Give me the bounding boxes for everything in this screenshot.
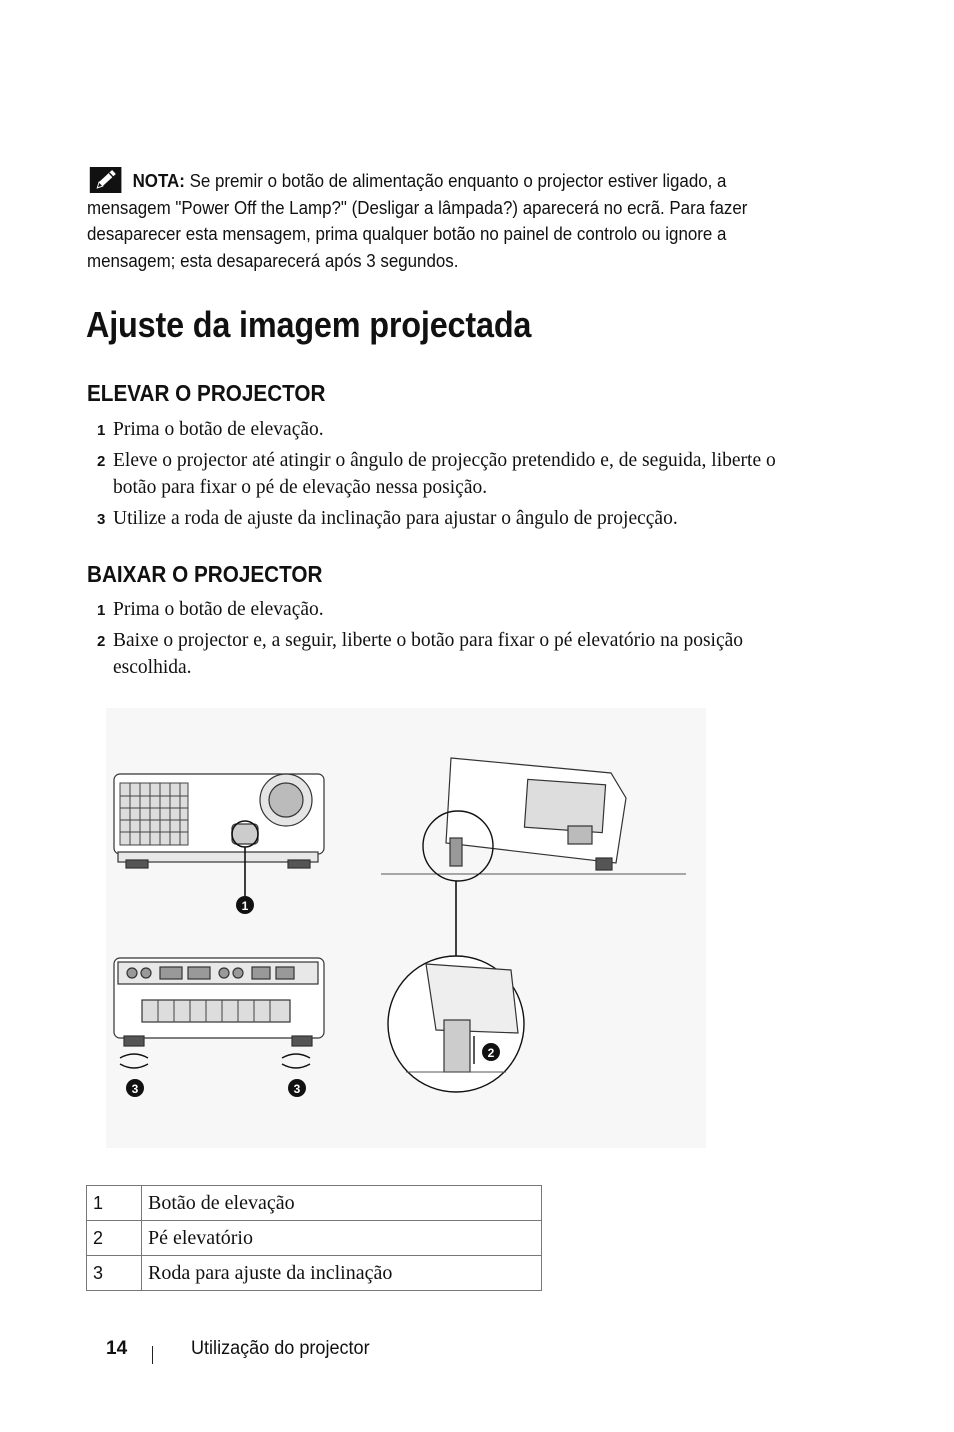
step-text: Utilize a roda de ajuste da inclinação para ajustar o ângulo de projecção. <box>113 508 678 529</box>
projector-rear-view <box>114 958 324 1046</box>
table-row <box>87 1186 542 1221</box>
legend-label: Pé elevatório <box>142 1221 542 1256</box>
table-row <box>87 1221 542 1256</box>
callout-3-right: 3 <box>293 1082 301 1096</box>
step-text: Baixe o projector e, a seguir, liberte o botão para fixar o pé elevatório na posição escolhida. <box>113 630 744 678</box>
zoom-detail-view <box>388 956 524 1092</box>
legend-number: 1 <box>87 1186 142 1221</box>
note <box>87 167 785 274</box>
legend-label: Botão de elevação <box>142 1186 542 1221</box>
step-item <box>97 596 817 623</box>
step-number: 1 <box>97 422 106 439</box>
note-text: Se premir o botão de alimentação enquanto o projector estiver ligado, a mensagem "Power Off the Lamp?" (Desligar a lâmpada?) aparecerá no ecrã. Para fazer desaparecer esta mensagem, prima qualquer botão no painel de controlo ou ignore a mensagem; esta desaparecerá após 3 segundos. <box>87 171 748 271</box>
pencil-note-icon <box>90 167 122 193</box>
callout-1: 1 <box>241 899 249 913</box>
page-footer <box>0 1338 954 1368</box>
projector-illustration <box>106 708 706 1148</box>
page-number: 14 <box>106 1338 128 1359</box>
legend-label: Roda para ajuste da inclinação <box>142 1256 542 1291</box>
callout-3-left: 3 <box>131 1082 139 1096</box>
table-row <box>87 1256 542 1291</box>
step-item <box>97 416 817 443</box>
step-item <box>97 447 817 501</box>
callout-2: 2 <box>487 1046 495 1060</box>
step-number: 2 <box>97 453 106 470</box>
steps-lower <box>97 596 817 685</box>
step-text: Eleve o projector até atingir o ângulo de projecção pretendido e, de seguida, liberte o botão para fixar o pé de elevação nessa posição. <box>113 450 776 498</box>
legend-table <box>86 1185 542 1291</box>
footer-title: Utilização do projector <box>191 1338 370 1359</box>
section-title-raise: ELEVAR O PROJECTOR <box>87 380 326 406</box>
legend-number: 3 <box>87 1256 142 1291</box>
step-item <box>97 505 817 532</box>
legend-number: 2 <box>87 1221 142 1256</box>
section-title-lower: BAIXAR O PROJECTOR <box>87 561 323 587</box>
steps-raise <box>97 416 817 536</box>
note-label: NOTA: <box>132 171 185 191</box>
step-number: 3 <box>97 511 106 528</box>
footer-divider <box>152 1346 153 1364</box>
step-number: 1 <box>97 602 106 619</box>
projector-diagram <box>106 708 706 1148</box>
step-text: Prima o botão de elevação. <box>113 599 324 620</box>
page-heading: Ajuste da imagem projectada <box>86 304 532 345</box>
step-item <box>97 627 817 681</box>
step-number: 2 <box>97 633 106 650</box>
step-text: Prima o botão de elevação. <box>113 419 324 440</box>
